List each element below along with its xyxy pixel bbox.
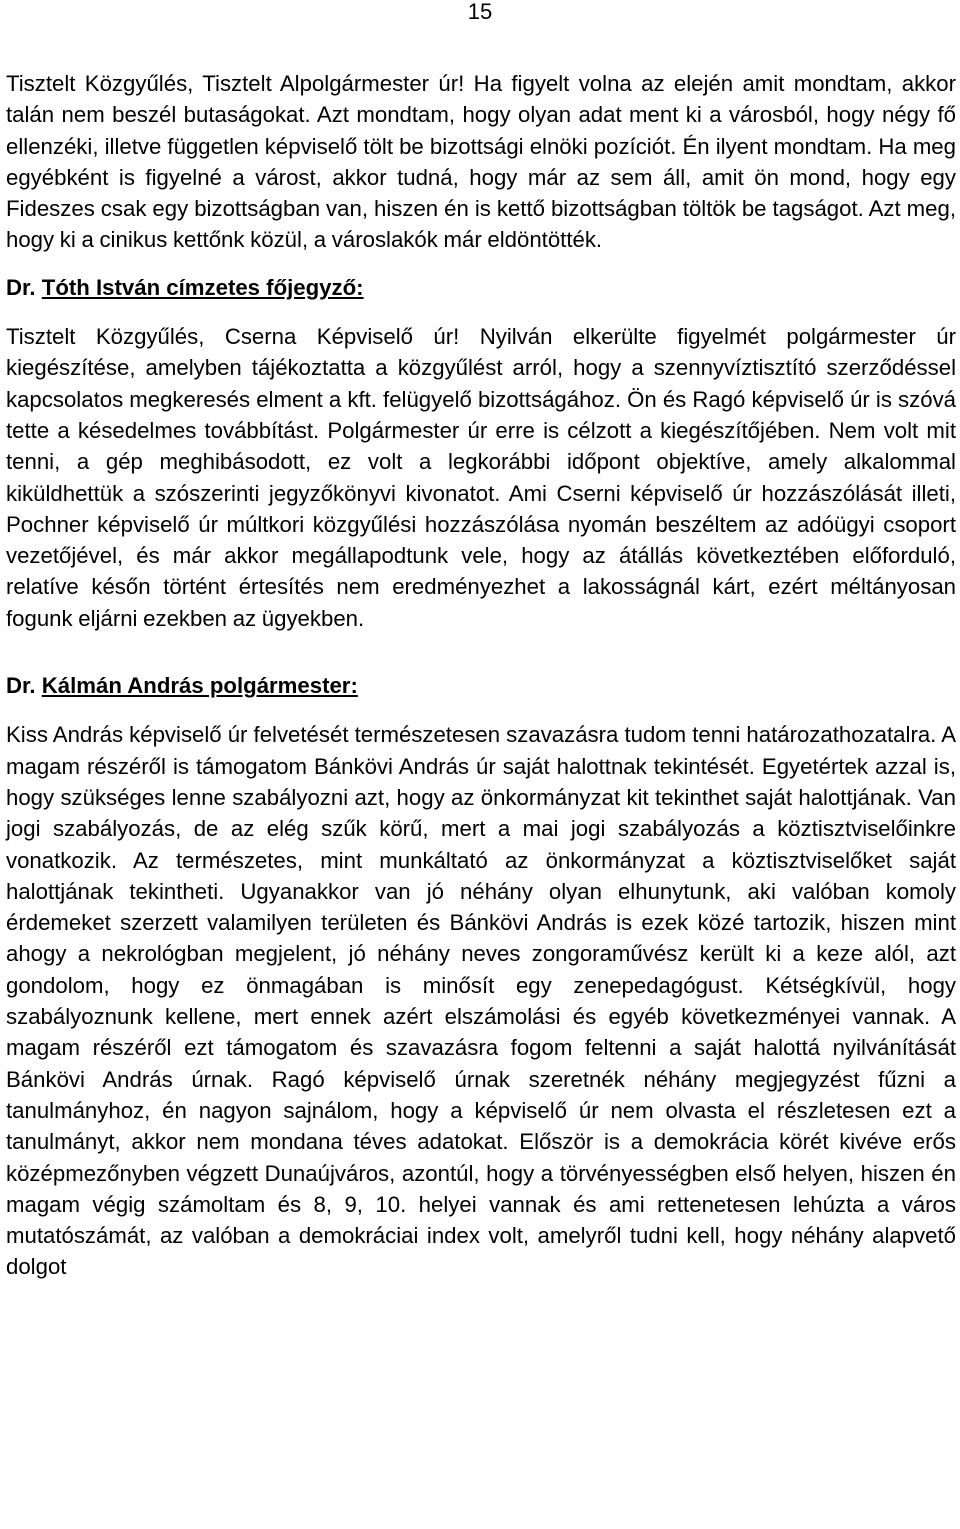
speaker-heading-mayor (6, 670, 956, 701)
paragraph-previous-speaker-reply: Tisztelt Közgyűlés, Tisztelt Alpolgármester úr! Ha figyelt volna az elején amit mondtam, akkor talán nem beszél butaságokat. Azt mondtam, hogy olyan adat ment ki a városból, hogy négy fő ellenzéki, illetve független képviselő tölt be bizottsági elnöki pozíciót. Én ilyent mondtam. Ha meg egyébként is figyelné a várost, akkor tudná, hogy már az sem áll, amit ön mond, hogy egy Fideszes csak egy bizottságban van, hiszen én is kettő bizottságban töltök be tagságot. Azt meg, hogy ki a cinikus kettőnk közül, a városlakók már eldöntötték. (6, 71, 956, 253)
speaker-title-prefix: Dr. (6, 274, 36, 300)
page-number: 15 (467, 0, 493, 24)
spacer (6, 256, 956, 272)
spacer (6, 303, 956, 321)
spacer (6, 701, 956, 719)
spacer (6, 634, 956, 670)
speaker-name-mayor: Kálmán András polgármester: (41, 673, 358, 699)
speaker-heading-notary (6, 272, 956, 303)
paragraph-notary-statement: Tisztelt Közgyűlés, Cserna Képviselő úr! Nyilván elkerülte figyelmét polgármester úr kiegészítése, amelyben tájékoztatta a közgyűlést arról, hogy a szennyvíztisztító szerződéssel kapcsolatos megkeresés elment a kft. felügyelő bizottságához. Ön és Ragó képviselő úr is szóvá tette a késedelmes továbbítást. Polgármester úr erre is célzott a kiegészítőjében. Nem volt mit tenni, a gép meghibásodott, ez volt a legkorábbi időpont objektíve, amely alkalommal kiküldhettük a szószerinti jegyzőkönyvi kivonatot. Ami Cserni képviselő úr hozzászólását illeti, Pochner képviselő úr múltkori közgyűlési hozzászólása nyomán beszéltem az adóügyi csoport vezetőjével, és már akkor megállapodtunk vele, hogy az átállás következtében előforduló, relatíve későn történt értesítés nem eredményezhet a lakosságnál kárt, ezért méltányosan fogunk eljárni ezekben az ügyekben. (6, 324, 956, 631)
paragraph-mayor-statement: Kiss András képviselő úr felvetését természetesen szavazásra tudom tenni határozathozatalra. A magam részéről is támogatom Bánkövi András úr saját halottnak tekintését. Egyetértek azzal is, hogy szükséges lenne szabályozni azt, hogy az önkormányzat kit tekinthet saját halottjának. Van jogi szabályozás, de az elég szűk körű, mert a mai jogi szabályozás a köztisztviselőinkre vonatkozik. Az természetes, mint munkáltató az önkormányzat a köztisztviselőket saját halottjának tekintheti. Ugyanakkor van jó néhány olyan elhunytunk, aki valóban komoly érdemeket szerzett valamilyen területen és Bánkövi András is ezek közé tartozik, hiszen mint ahogy a nekrológban megjelent, jó néhány neves zongoraművész került ki a keze alól, azt gondolom, hogy ez önmagában is minősít egy zenepedagógust. Kétségkívül, hogy szabályoznunk kellene, mert ennek azért elszámolási és egyéb következményei vannak. A magam részéről ezt támogatom és szavazásra fogom feltenni a saját halottá nyilvánítását Bánkövi András úrnak. Ragó képviselő úrnak szeretnék néhány megjegyzést fűzni a tanulmányhoz, én nagyon sajnálom, hogy a képviselő úr nem olvasta el részletesen ezt a tanulmányt, akkor nem mondana téves adatokat. Először is a demokrácia körét kivéve erős középmezőnyben végzett Dunaújváros, azontúl, hogy a törvényességben első helyen, hiszen én magam végig számoltam és 8, 9, 10. helyei vannak és ami rettenetesen lehúzta a város mutatószámát, az valóban a demokráciai index volt, amelyről tudni kell, hogy néhány alapvető dolgot (6, 722, 956, 1280)
speaker-name-notary: Tóth István címzetes főjegyző: (41, 274, 364, 300)
speaker-title-prefix: Dr. (6, 673, 36, 699)
document-body (6, 68, 956, 1283)
